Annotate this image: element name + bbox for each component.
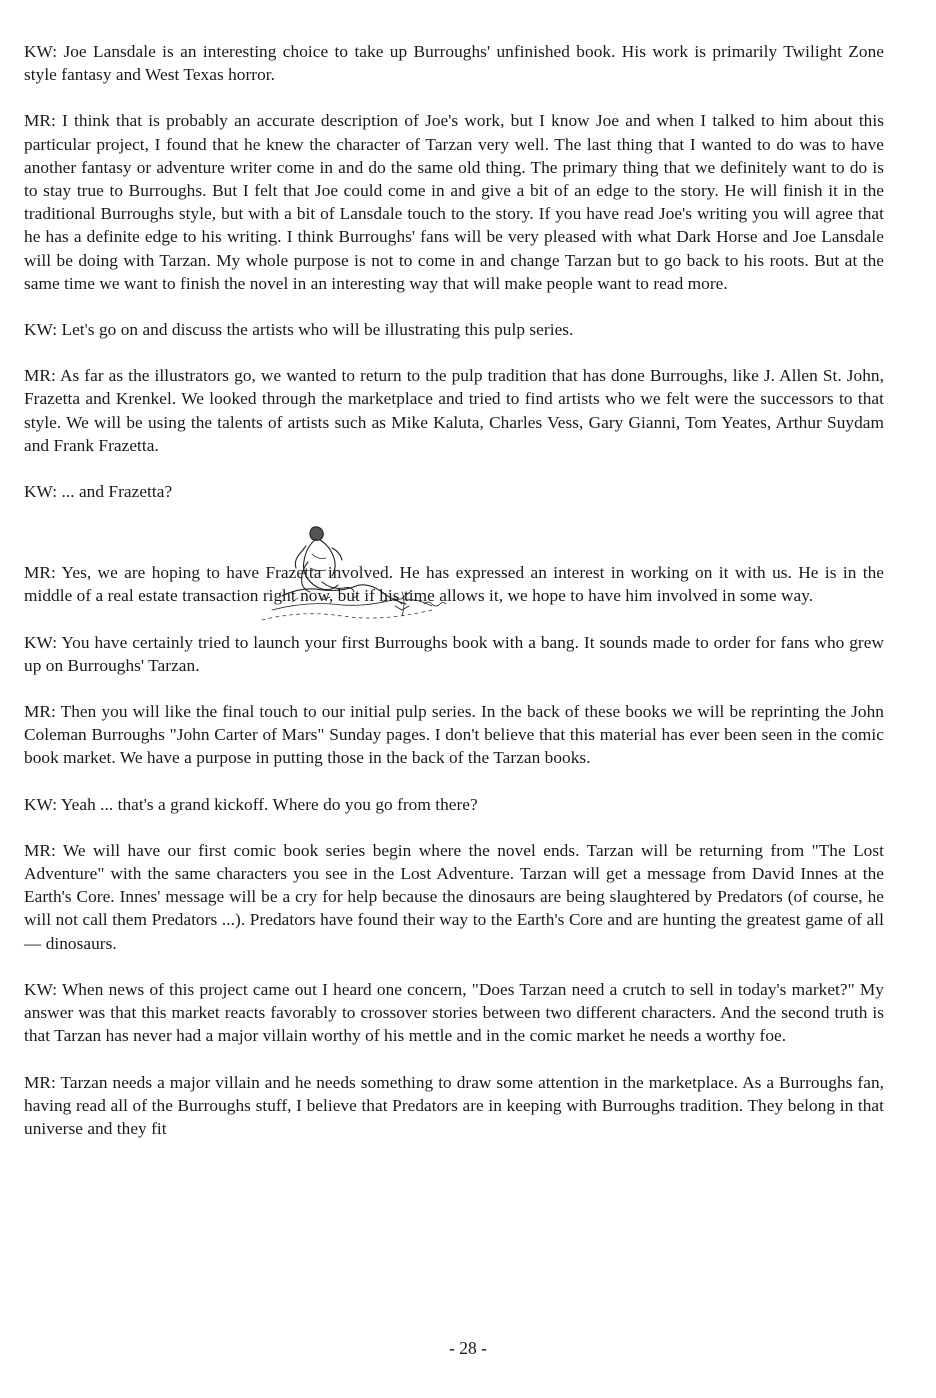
- paragraph-mr-frazetta: MR: Yes, we are hoping to have Frazetta involved. He has expressed an interest in working on it with us. He is in the middle of a real estate transaction right now, but if his time allows it, we hope to have him involved in some way.: [24, 563, 884, 606]
- paragraph-mr-final-touch: MR: Then you will like the final touch to our initial pulp series. In the back of these books we will be reprinting the John Coleman Burroughs "John Carter of Mars" Sunday pages. I don't believe that this material has ever been seen in the comic book market. We have a purpose in putting those in the back of the Tarzan books.: [24, 702, 884, 768]
- paragraph-kw-kickoff: KW: Yeah ... that's a grand kickoff. Where do you go from there?: [24, 794, 478, 814]
- paragraph-mr-villain: MR: Tarzan needs a major villain and he needs something to draw some attention in the marketplace. As a Burroughs fan, having read all of the Burroughs stuff, I believe that Predators are in keeping with Burroughs tradition. They belong in that universe and they fit: [24, 1072, 884, 1138]
- paragraph-mr-illustrators: MR: As far as the illustrators go, we wanted to return to the pulp tradition that has done Burroughs, like J. Allen St. John, Frazetta and Krenkel. We looked through the marketplace and tried to find artists who we felt were the successors to that style. We will be using the talents of artists such as Mike Kaluta, Charles Vess, Gary Gianni, Tom Yeates, Arthur Suydam and Frank Frazetta.: [24, 366, 884, 455]
- paragraph-kw-frazetta: KW: ... and Frazetta?: [24, 482, 173, 502]
- paragraph-kw-crutch: KW: When news of this project came out I heard one concern, "Does Tarzan need a crutch to sell in today's market?" My answer was that this market reacts favorably to crossover stories between two different characters. And the second truth is that Tarzan has never had a major villain worthy of his mettle and in the comic market he needs a worthy foe.: [24, 979, 884, 1046]
- paragraph-kw-artists: KW: Let's go on and discuss the artists who will be illustrating this pulp series.: [24, 320, 574, 340]
- paragraph-kw-launch: KW: You have certainly tried to launch your first Burroughs book with a bang. It sounds made to order for fans who grew up on Burroughs' Tarzan.: [24, 632, 884, 675]
- paragraph-mr-comic-series: MR: We will have our first comic book series begin where the novel ends. Tarzan will be returning from "The Lost Adventure" with the same characters you see in the Lost Adventure. Tarzan will get a message from David Innes at the Earth's Core. Innes' message will be a cry for help because the dinosaurs are being slaughtered by Predators (of course, he will not call them Predators ...). Predators have found their way to the Earth's Core and are hunting the greatest game of all — dinosaurs.: [24, 840, 884, 953]
- paragraph-kw-lansdale: KW: Joe Lansdale is an interesting choice to take up Burroughs' unfinished book. His work is primarily Twilight Zone style fantasy and West Texas horror.: [24, 42, 884, 85]
- paragraph-mr-lansdale: MR: I think that is probably an accurate description of Joe's work, but I know Joe and when I talked to him about this particular project, I found that he knew the character of Tarzan very well. The last thing that I wanted to do was to have another fantasy or adventure writer come in and do the same old thing. The primary thing that we definitely want to do is to stay true to Burroughs. But I felt that Joe could come in and give a bit of an edge to the story. He will finish it in the traditional Burroughs style, but with a bit of Lansdale touch to the story. If you have read Joe's writing you will agree that he has a definite edge to his writing. I think Burroughs' fans will be very pleased with what Dark Horse and Joe Lansdale will be doing with Tarzan. My whole purpose is not to come in and change Tarzan but to go back to his roots. But at the same time we want to finish the novel in an interesting way that will make people want to read more.: [24, 111, 884, 293]
- page-number: - 28 -: [449, 1338, 487, 1358]
- tarzan-sketch-illustration: [252, 524, 452, 628]
